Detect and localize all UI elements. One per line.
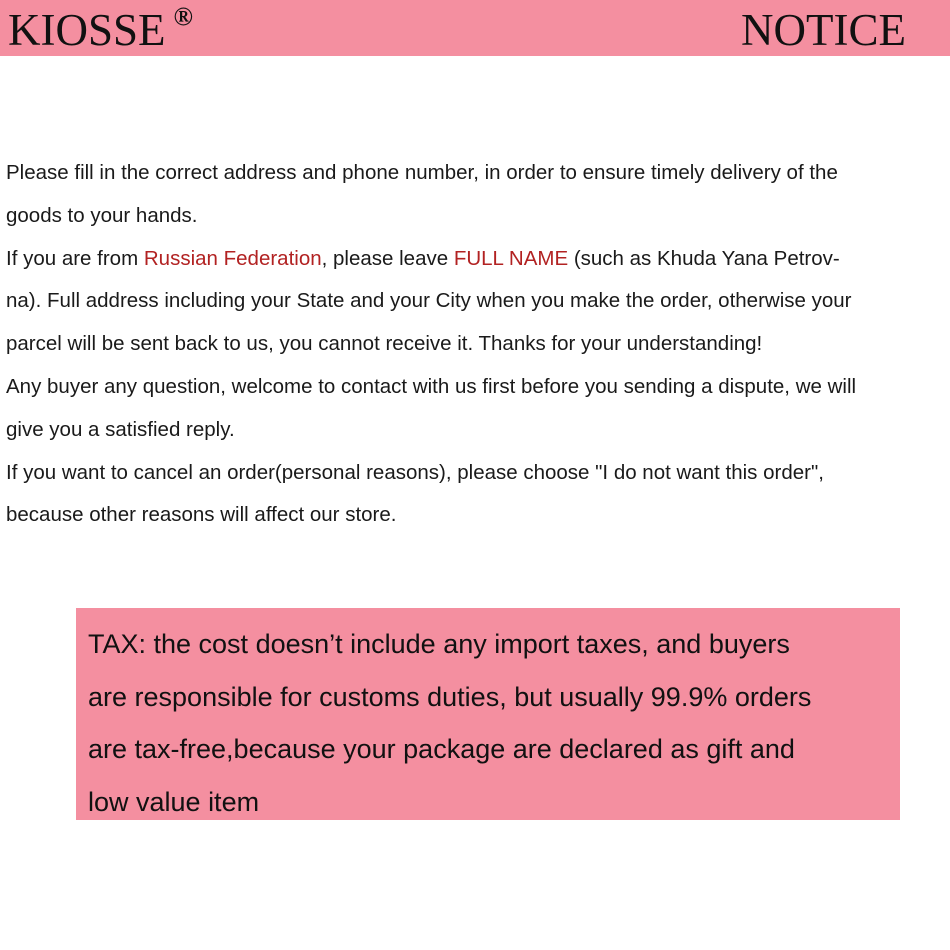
tax-line-1: TAX: the cost doesn’t include any import taxes, and buyers: [88, 629, 790, 659]
notice-title: NOTICE: [741, 5, 906, 55]
highlight-full-name: FULL NAME: [453, 246, 569, 270]
tax-notice-box: [76, 608, 900, 820]
body-line-6: Any buyer any question, welcome to contact with us first before you sending a dispute, we will: [6, 374, 857, 398]
header-banner: [0, 0, 950, 56]
body-line-3-part-c: , please leave: [321, 246, 454, 270]
highlight-russian-federation: Russian Federation: [143, 246, 322, 270]
notice-body: [6, 152, 946, 537]
body-line-3-part-a: If you are from: [6, 246, 144, 270]
body-line-4: na). Full address including your State and your City when you make the order, otherwise your: [6, 289, 852, 313]
body-line-5: parcel will be sent back to us, you cannot receive it. Thanks for your understanding!: [6, 332, 763, 356]
body-line-3-part-e: (such as Khuda Yana Petrov-: [568, 246, 840, 270]
brand-name: KIOSSE: [8, 5, 166, 55]
body-line-1: Please fill in the correct address and phone number, in order to ensure timely delivery of the: [6, 161, 838, 184]
tax-line-4: low value item: [88, 786, 260, 817]
body-line-3: [6, 238, 946, 281]
body-line-7: give you a satisfied reply.: [6, 417, 235, 441]
tax-line-2: are responsible for customs duties, but usually 99.9% orders: [88, 681, 812, 712]
brand-logo: [8, 3, 193, 64]
body-line-9: because other reasons will affect our store.: [6, 503, 397, 527]
tax-line-3: are tax-free,because your package are declared as gift and: [88, 734, 795, 764]
tax-notice-text: [88, 618, 898, 828]
registered-mark: ®: [173, 2, 193, 31]
body-line-2: goods to your hands.: [6, 203, 198, 227]
body-line-8: If you want to cancel an order(personal reasons), please choose "I do not want this order",: [6, 460, 824, 484]
